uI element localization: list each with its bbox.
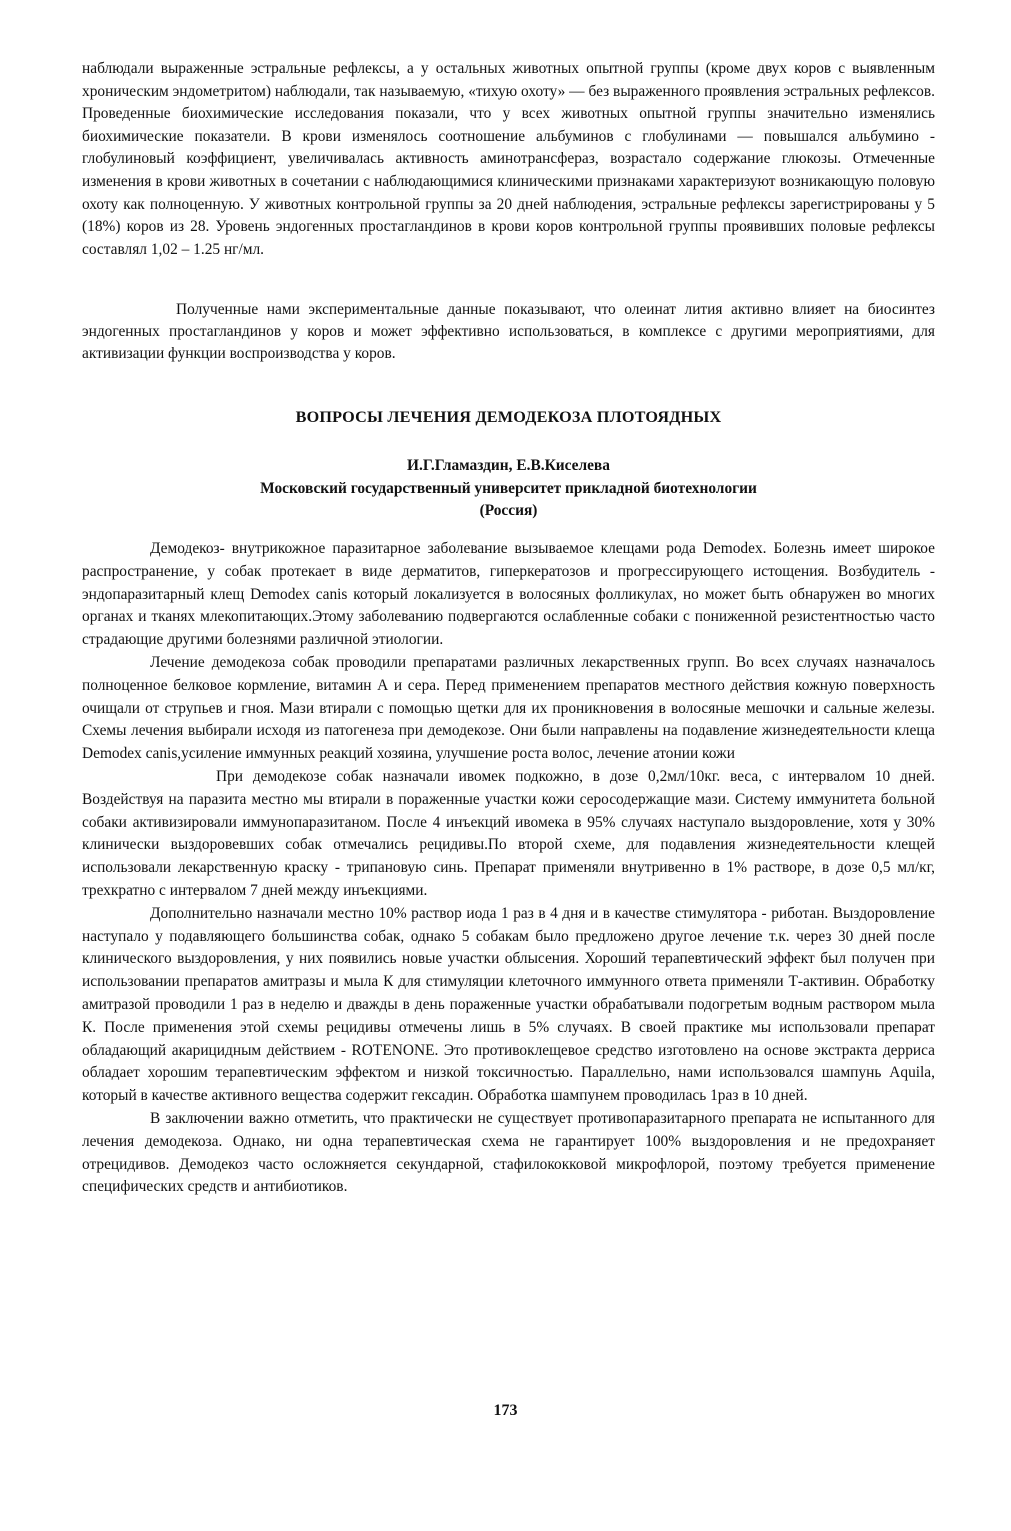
article-paragraph: Лечение демодекоза собак проводили препаратами различных лекарственных групп. Во всех случаях назначалось полноценное белковое кормление, витамин А и сера. Перед применением препаратов местного действия кожную поверхность очищали от струпьев и гноя. Мази втирали с помощью щетки для их проникновения в волосяные мешочки и сальные железы. Схемы лечения выбирали исходя из патогенеза при демодекозе. Они были направлены на подавление жизнедеятельности клеща Demodex canis,усиление иммунных реакций хозяина, улучшение роста волос, лечение атонии кожи: [82, 653, 935, 763]
article-byline: [82, 455, 935, 523]
article-affiliation: Московский государственный университет прикладной биотехнологии: [260, 479, 757, 497]
previous-article-conclusion: Полученные нами экспериментальные данные показывают, что олеинат лития активно влияет на биосинтез эндогенных простагландинов у коров и может эффективно использоваться, в комплексе с другими мероприятиями, для активизации функции воспроизводства у коров.: [82, 301, 935, 362]
article-title: ВОПРОСЫ ЛЕЧЕНИЯ ДЕМОДЕКОЗА ПЛОТОЯДНЫХ: [295, 408, 722, 426]
article-paragraph: При демодекозе собак назначали ивомек подкожно, в дозе 0,2мл/10кг. веса, с интервалом 10 дней. Воздействуя на паразита местно мы втирали в пораженные участки кожи серосодержащие мази. Систему иммунитета больной собаки активизировали иммунопаразитаном. После 4 инъекций ивомека в 95% случаях наступало выздоровление, хотя у 30% клинически выздоровевших собак отмечались рецидивы.По второй схеме, для подавления жизнедеятельности клещей использовали лекарственную краску - трипановую синь. Препарат применяли внутривенно в 1% растворе, в дозе 0,5 мл/кг, трехкратно с интервалом 7 дней между инъекциями.: [82, 767, 935, 899]
article-authors: И.Г.Гламаздин, Е.В.Киселева: [407, 457, 610, 474]
article-paragraph: Дополнительно назначали местно 10% раствор иода 1 раз в 4 дня и в качестве стимулятора - риботан. Выздоровление наступало у подавляющего большинства собак, однако 5 собакам было предложено другое лечение т.к. через 30 дней после клинического выздоровления, у них появились новые участки облысения. Хороший терапевтический эффект был получен при использовании препаратов амитразы и мыла К для стимуляции клеточного иммунного ответа применяли Т-активин. Обработку амитразой проводили 1 раз в неделю и дважды в день пораженные участки обрабатывали подогретым водным раствором мыла К. После применения этой схемы рецидивы отмечены лишь в 5% случаях. В своей практике мы использовали препарат обладающий акарицидным действием - ROTENONE. Это противоклещевое средство изготовлено на основе экстракта дерриса обладает хорошим терапевтическим эффектом и низкой токсичностью. Параллельно, нами использовался шампунь Aquila, который в качестве активного вещества содержит гексадин. Обработка шампунем проводилась 1раз в 10 дней.: [82, 904, 935, 1105]
article-body: [82, 538, 935, 1199]
article-country: (Россия): [479, 502, 538, 519]
previous-article-continuation: наблюдали выраженные эстральные рефлексы, а у остальных животных опытной группы (кроме двух коров с выявленным хроническим эндометритом) наблюдали, так называемую, «тихую охоту» — без выраженного проявления эстральных рефлексов. Проведенные биохимические исследования показали, что у всех животных опытной группы значительно изменялись биохимические показатели. В крови изменялось соотношение альбуминов с глобулинами — повышался альбумино - глобулиновый коэффициент, увеличивалась активность аминотрансфераз, возрастало содержание глюкозы. Отмеченные изменения в крови животных в сочетании с наблюдающимися клиническими признаками характеризуют возникающую половую охоту как полноценную. У животных контрольной группы за 20 дней наблюдения, эстральные рефлексы зарегистрированы у 5 (18%) коров из 28. Уровень эндогенных простагландинов в крови коров контрольной группы проявивших половые рефлексы составлял 1,02 – 1.25 нг/мл.: [82, 60, 935, 258]
page-number: 173: [493, 1402, 518, 1419]
article-paragraph: Демодекоз- внутрикожное паразитарное заболевание вызываемое клещами рода Demodex. Болезнь имеет широкое распространение, у собак протекает в виде дерматитов, гиперкератозов и прогрессирующего истощения. Возбудитель - эндопаразитарный клещ Demodex canis который локализуется в волосяных фолликулах, но может быть обнаружен во многих органах и тканях млекопитающих.Этому заболеванию подвергаются ослабленные собаки с пониженной резистентностью часто страдающие другими болезнями различной этиологии.: [82, 540, 935, 649]
article-paragraph: В заключении важно отметить, что практически не существует противопаразитарного препарата не испытанного для лечения демодекоза. Однако, ни одна терапевтическая схема не гарантирует 100% выздоровления и не предохраняет отрецидивов. Демодекоз часто осложняется секундарной, стафилококковой микрофлорой, поэтому требуется применение специфических средств и антибиотиков.: [82, 1109, 935, 1196]
